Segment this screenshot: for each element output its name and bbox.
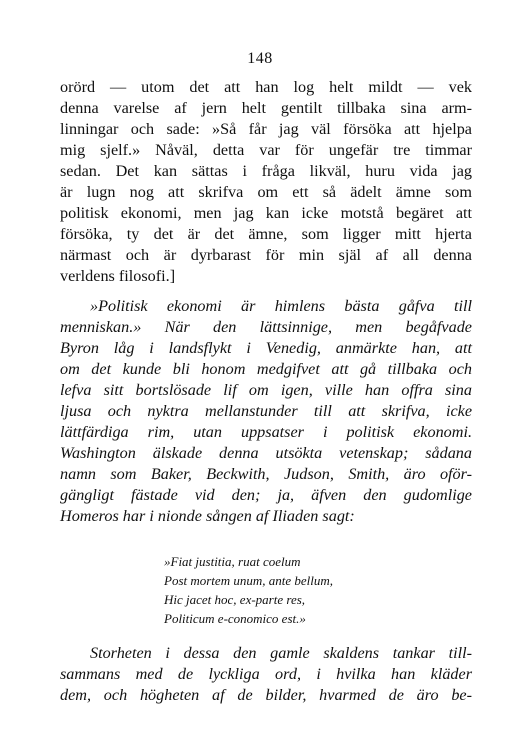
text-line: linningar och sade: »Så får jag väl försöka att hjelpa (60, 120, 472, 138)
text-line: menniskan.» När den lättsinnige, men begåfvade (60, 318, 472, 336)
text-line: Byron låg i landsflykt i Venedig, anmärkte han, att (60, 339, 472, 357)
text-line: om det kunde bli honom medgifvet att gå tillbaka och (60, 360, 472, 378)
text-line: är lugn nog att skrifva om ett så ädelt ämne som (60, 183, 472, 201)
text-line: dem, och högheten af de bilder, hvarmed de äro be- (60, 686, 472, 704)
text-line: orörd — utom det att han log helt mildt — vek (60, 78, 472, 96)
text-line: närmast och är dyrbarast för min själ af all denna (60, 246, 472, 264)
text-line: Homeros har i nionde sången af Iliaden sagt: (60, 507, 355, 525)
page-number: 148 (247, 50, 273, 67)
text-line: denna varelse af jern helt gentilt tillbaka sina arm- (60, 99, 472, 117)
text-line: verldens filosofi.] (60, 267, 176, 285)
text-line: Storheten i dessa den gamle skaldens tankar till- (90, 644, 472, 662)
text-line: gängligt fästade vid den; ja, äfven den gudomlige (60, 486, 472, 504)
text-line: försöka, ty det är det ämne, som ligger mitt hjerta (60, 225, 472, 243)
verse-line: Hic jacet hoc, ex-parte res, (164, 592, 306, 607)
text-line: mig sjelf.» Nåväl, detta var för ungefär tre timmar (60, 141, 472, 159)
text-line: Washington älskade denna utsökta vetenskap; sådana (60, 444, 472, 462)
text-line: ljusa och nyktra mellanstunder till att skrifva, icke (60, 402, 472, 420)
text-line: lättfärdiga rim, utan uppsatser i politisk ekonomi. (60, 423, 472, 441)
text-line: sedan. Det kan sättas i fråga likväl, huru vida jag (60, 162, 472, 180)
text-line: lefva sitt bortslösade lif om igen, ville han offra sina (60, 381, 472, 399)
text-line: »Politisk ekonomi är himlens bästa gåfva till (90, 297, 472, 315)
verse-line: Post mortem unum, ante bellum, (164, 573, 333, 588)
text-line: namn som Baker, Beckwith, Judson, Smith, äro oför- (60, 465, 472, 483)
text-line: politisk ekonomi, men jag kan icke motstå begäret att (60, 204, 472, 222)
verse-line: »Fiat justitia, ruat coelum (164, 554, 301, 569)
text-line: sammans med de lyckliga ord, i hvilka han kläder (60, 665, 472, 683)
verse-line: Politicum e-conomico est.» (164, 611, 306, 626)
